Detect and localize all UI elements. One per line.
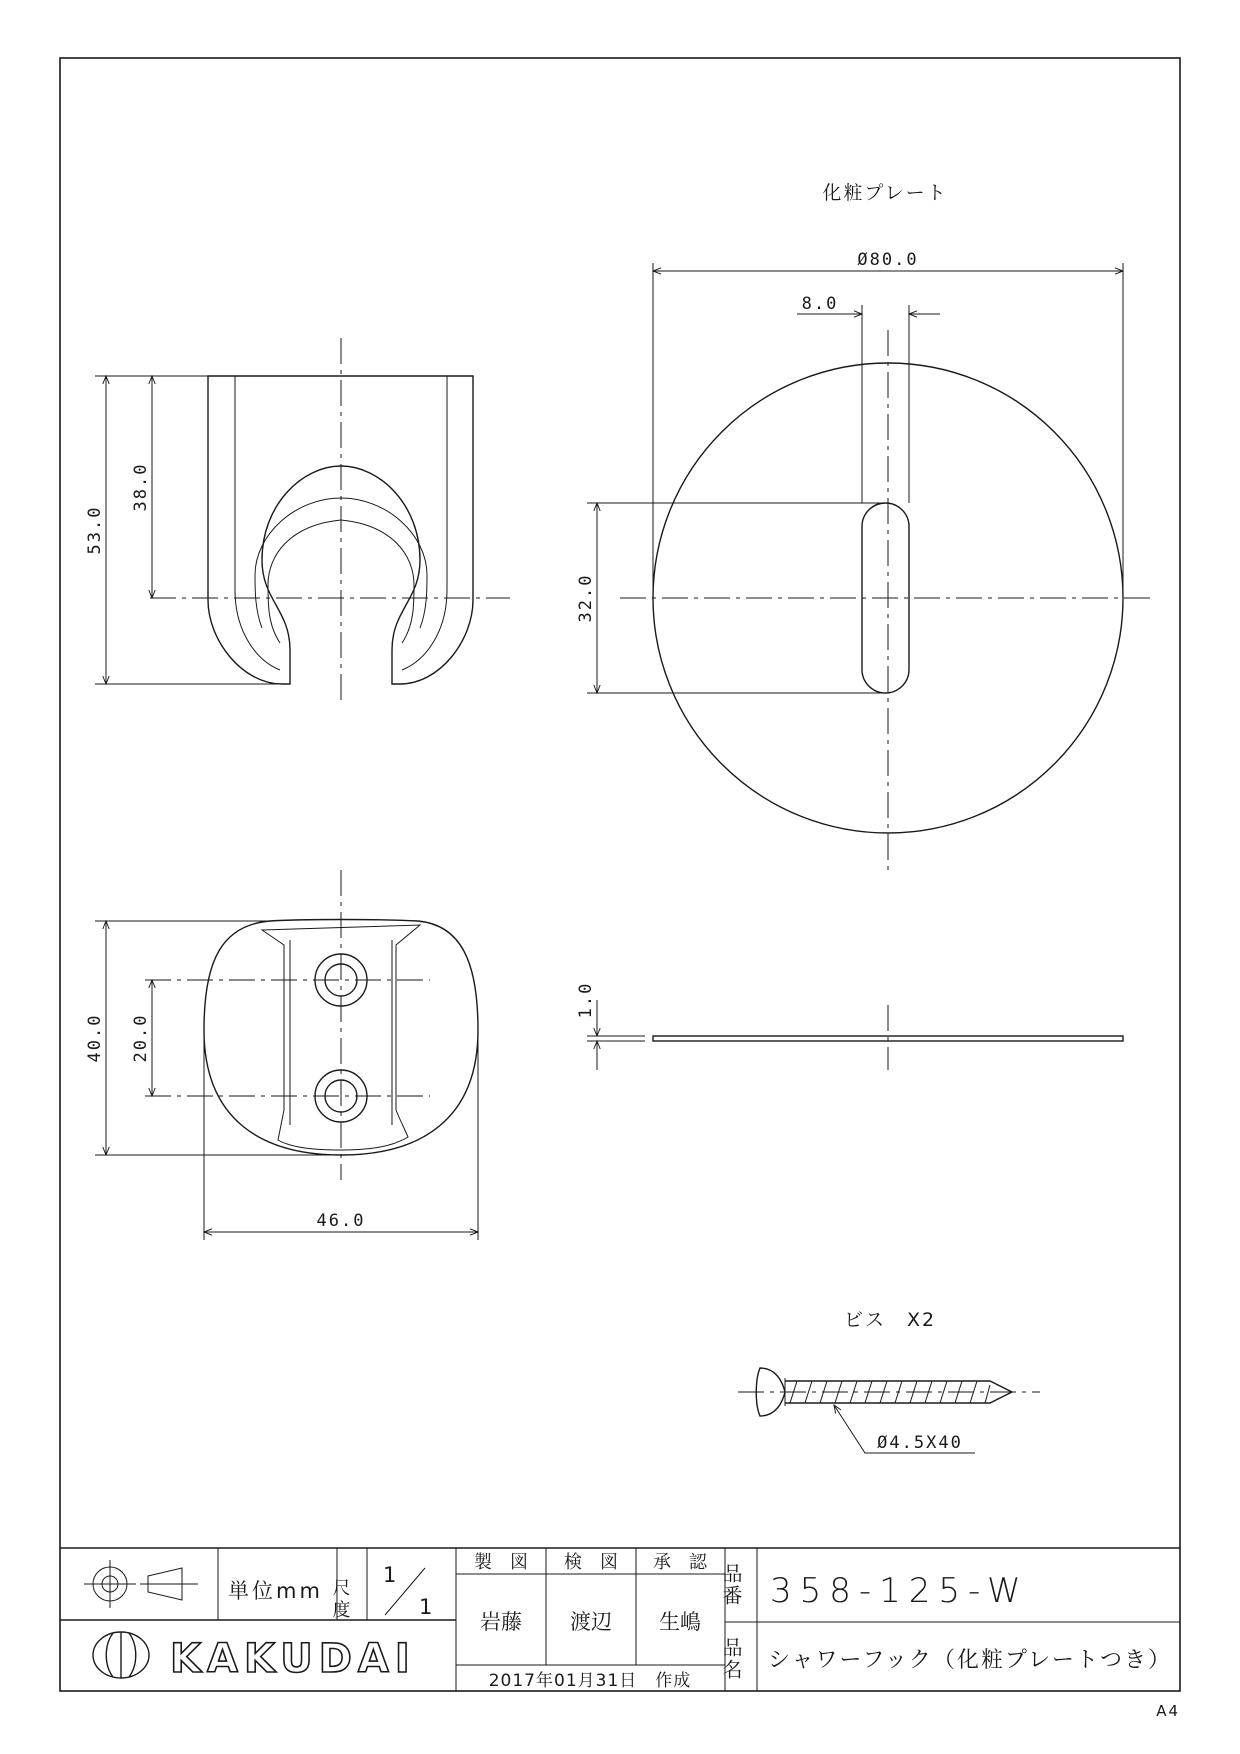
scale-label: 尺度 bbox=[329, 1578, 351, 1622]
dim-bottom-hole-pitch: 20.0 bbox=[131, 1013, 151, 1063]
dim-plate-thickness: 1.0 bbox=[576, 981, 596, 1019]
dim-plate-diameter: Ø80.0 bbox=[857, 250, 919, 270]
checked-header: 検 図 bbox=[564, 1552, 618, 1573]
screw-title: ビス X2 bbox=[843, 1309, 937, 1331]
dim-bottom-height-total: 40.0 bbox=[85, 1013, 105, 1063]
front-view bbox=[95, 338, 510, 700]
plate-view bbox=[587, 263, 1150, 875]
dim-slot-width: 8.0 bbox=[801, 294, 839, 314]
dim-screw-size: Ø4.5X40 bbox=[877, 1433, 963, 1453]
part-no-label: 品番 bbox=[719, 1563, 743, 1607]
drawn-by: 岩藤 bbox=[480, 1610, 522, 1634]
plate-side-view bbox=[587, 1000, 1123, 1070]
checked-by: 渡辺 bbox=[570, 1610, 612, 1634]
part-name-label: 品名 bbox=[719, 1637, 743, 1681]
approved-header: 承 認 bbox=[653, 1552, 707, 1573]
sheet-size: A4 bbox=[1156, 1702, 1180, 1720]
dim-bottom-width: 46.0 bbox=[316, 1211, 366, 1231]
date-created: 2017年01月31日 作成 bbox=[488, 1671, 692, 1691]
dim-front-height-center: 38.0 bbox=[131, 462, 151, 512]
unit-label: 単位mm bbox=[228, 1579, 323, 1603]
plate-title: 化粧プレート bbox=[822, 182, 948, 204]
scale-numerator: 1 bbox=[383, 1563, 397, 1587]
bottom-view bbox=[95, 870, 478, 1240]
part-number: 358-125-W bbox=[770, 1571, 1029, 1611]
dim-front-height-total: 53.0 bbox=[85, 505, 105, 555]
drawn-header: 製 図 bbox=[474, 1552, 528, 1573]
brand-logo: KAKUDAI bbox=[170, 1636, 416, 1682]
part-name: シャワーフック（化粧プレートつき） bbox=[768, 1648, 1173, 1673]
scale-denominator: 1 bbox=[419, 1595, 433, 1619]
approved-by: 生嶋 bbox=[659, 1610, 701, 1634]
dim-slot-length: 32.0 bbox=[576, 573, 596, 623]
drawing-frame bbox=[60, 58, 1180, 1691]
